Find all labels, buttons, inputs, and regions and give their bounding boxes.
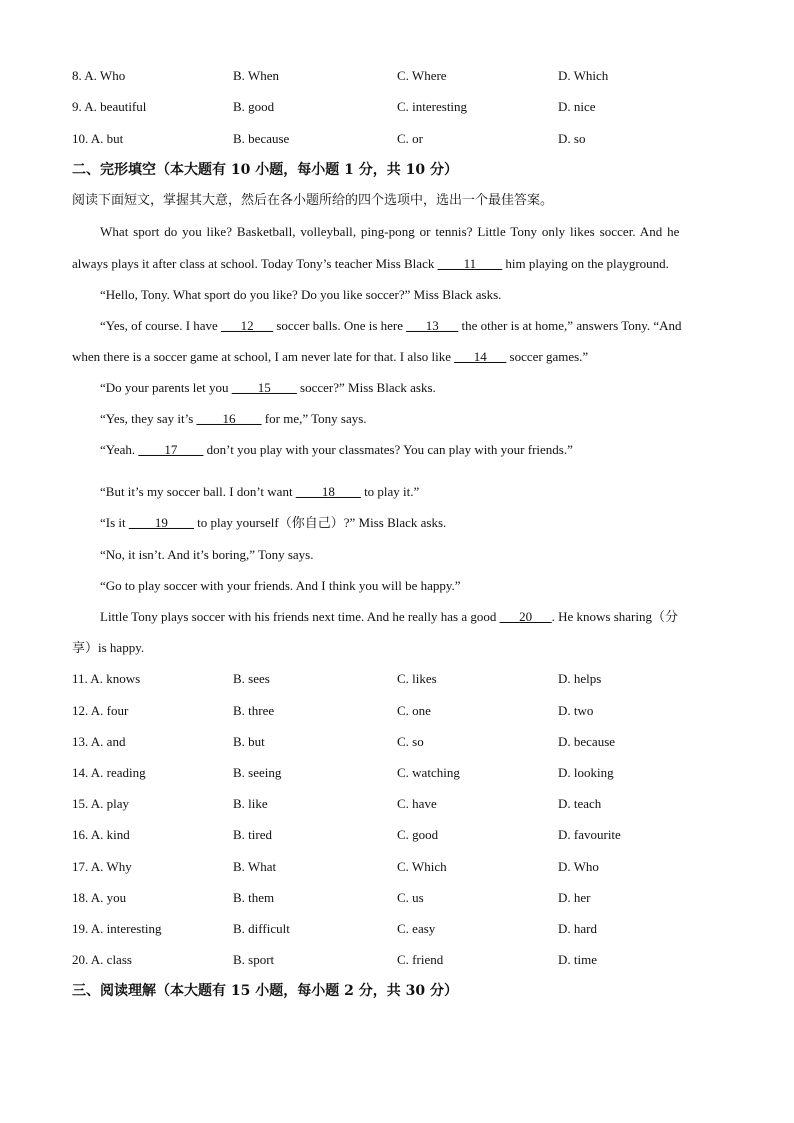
- option-c: C. one: [397, 703, 431, 718]
- option-d: D. Who: [558, 859, 599, 874]
- option-b: B. but: [233, 734, 265, 749]
- passage-text: always plays it after class at school. Today Tony’s teacher Miss Black: [72, 256, 438, 271]
- option-c: C. us: [397, 890, 424, 905]
- question-13: [72, 734, 722, 750]
- option-b: B. difficult: [233, 921, 290, 936]
- option-a: 19. A. interesting: [72, 921, 162, 936]
- passage-text: Little Tony plays soccer with his friends next time. And he really has a good: [100, 609, 500, 624]
- option-d: D. helps: [558, 671, 602, 686]
- option-a: 17. A. Why: [72, 859, 132, 874]
- option-b: B. like: [233, 796, 268, 811]
- passage-line: [72, 442, 722, 458]
- option-c: C. good: [397, 827, 439, 842]
- option-a: 11. A. knows: [72, 671, 141, 686]
- passage-line: [72, 411, 722, 427]
- option-d: D. her: [558, 890, 591, 905]
- passage-text: “But it’s my soccer ball. I don’t want: [100, 484, 296, 499]
- question-14: [72, 765, 722, 781]
- option-a: 9. A. beautiful: [72, 99, 147, 114]
- blank-20: ___20___: [499, 609, 552, 624]
- option-b: B. sport: [233, 952, 275, 967]
- passage-text: the other is at home,” answers Tony. “And: [458, 318, 682, 333]
- passage-line: [72, 515, 722, 531]
- passage-text: 享）is happy.: [72, 640, 145, 655]
- blank-13: ___13___: [406, 318, 459, 333]
- option-b: B. them: [233, 890, 275, 905]
- passage-text: . He knows sharing（分: [551, 609, 678, 624]
- passage-text: “Yes, they say it’s: [100, 411, 197, 426]
- blank-17: ____17____: [138, 442, 204, 457]
- passage-text: “Do your parents let you: [100, 380, 232, 395]
- passage-text: when there is a soccer game at school, I am never late for that. I also like: [72, 349, 455, 364]
- option-a: 10. A. but: [72, 131, 124, 146]
- option-a: 8. A. Who: [72, 68, 126, 83]
- option-d: D. two: [558, 703, 594, 718]
- passage-text: soccer?” Miss Black asks.: [296, 380, 436, 395]
- passage-line: [72, 224, 722, 240]
- passage-text: him playing on the playground.: [502, 256, 669, 271]
- option-d: D. looking: [558, 765, 614, 780]
- option-b: B. tired: [233, 827, 272, 842]
- passage-line: [72, 484, 722, 500]
- blank-16: ____16____: [196, 411, 262, 426]
- option-b: B. good: [233, 99, 275, 114]
- passage-text: “Hello, Tony. What sport do you like? Do you like soccer?” Miss Black asks.: [100, 287, 502, 302]
- option-a: 13. A. and: [72, 734, 126, 749]
- option-d: D. hard: [558, 921, 597, 936]
- option-d: D. because: [558, 734, 616, 749]
- option-d: D. favourite: [558, 827, 621, 842]
- option-b: B. sees: [233, 671, 270, 686]
- blank-15: ____15____: [231, 380, 297, 395]
- question-9: [72, 99, 722, 115]
- option-c: C. have: [397, 796, 437, 811]
- option-b: B. seeing: [233, 765, 282, 780]
- passage-line: [72, 256, 722, 272]
- passage-text: “Yes, of course. I have: [100, 318, 222, 333]
- passage-line: [72, 640, 722, 656]
- option-a: 12. A. four: [72, 703, 129, 718]
- passage-line: [72, 318, 722, 334]
- option-a: 20. A. class: [72, 952, 132, 967]
- option-b: B. because: [233, 131, 290, 146]
- question-12: [72, 703, 722, 719]
- option-b: B. When: [233, 68, 279, 83]
- option-d: D. Which: [558, 68, 609, 83]
- passage-line: [72, 349, 722, 365]
- passage-text: soccer games.”: [506, 349, 589, 364]
- question-8: [72, 68, 722, 84]
- passage-line: [72, 287, 722, 303]
- option-c: C. so: [397, 734, 424, 749]
- question-16: [72, 827, 722, 843]
- section-2-heading: 二、完形填空（本大题有 10 小题，每小题 1 分，共 10 分）: [72, 162, 458, 178]
- option-b: B. three: [233, 703, 275, 718]
- passage-text: for me,” Tony says.: [261, 411, 367, 426]
- option-a: 14. A. reading: [72, 765, 146, 780]
- option-c: C. watching: [397, 765, 460, 780]
- option-a: 18. A. you: [72, 890, 127, 905]
- option-c: C. Which: [397, 859, 447, 874]
- blank-14: ___14___: [454, 349, 507, 364]
- passage-text: don’t you play with your classmates? You can play with your friends.”: [203, 442, 573, 457]
- blank-11: ____11____: [437, 256, 503, 271]
- option-c: C. or: [397, 131, 423, 146]
- question-18: [72, 890, 722, 906]
- passage-text: “No, it isn’t. And it’s boring,” Tony says.: [100, 547, 314, 562]
- passage-text: “Go to play soccer with your friends. And I think you will be happy.”: [100, 578, 461, 593]
- passage-line: [72, 609, 722, 625]
- question-10: [72, 131, 722, 147]
- passage-line: [72, 578, 722, 594]
- passage-text: to play it.”: [360, 484, 420, 499]
- option-c: C. friend: [397, 952, 444, 967]
- passage-line: [72, 547, 722, 563]
- passage-line: [72, 380, 722, 396]
- passage-text: soccer balls. One is here: [273, 318, 407, 333]
- option-d: D. teach: [558, 796, 602, 811]
- question-19: [72, 921, 722, 937]
- question-17: [72, 859, 722, 875]
- passage-text: to play yourself（你自己）?” Miss Black asks.: [193, 515, 447, 530]
- option-a: 16. A. kind: [72, 827, 130, 842]
- blank-12: ___12___: [221, 318, 274, 333]
- blank-19: ____19____: [128, 515, 194, 530]
- question-15: [72, 796, 722, 812]
- option-a: 15. A. play: [72, 796, 130, 811]
- option-c: C. likes: [397, 671, 437, 686]
- option-d: D. so: [558, 131, 586, 146]
- blank-18: ____18____: [295, 484, 361, 499]
- option-b: B. What: [233, 859, 277, 874]
- passage-text: “Yeah.: [100, 442, 139, 457]
- option-c: C. interesting: [397, 99, 468, 114]
- option-d: D. time: [558, 952, 597, 967]
- option-c: C. Where: [397, 68, 447, 83]
- section-2-instruction: 阅读下面短文，掌握其大意，然后在各小题所给的四个选项中，选出一个最佳答案。: [72, 193, 554, 208]
- question-11: [72, 671, 722, 687]
- option-c: C. easy: [397, 921, 436, 936]
- question-20: [72, 952, 722, 968]
- passage-text: What sport do you like? Basketball, volleyball, ping-pong or tennis? Little Tony only likes soccer. And he: [100, 224, 680, 239]
- section-3-heading: 三、阅读理解（本大题有 15 小题，每小题 2 分，共 30 分）: [72, 983, 458, 999]
- option-d: D. nice: [558, 99, 596, 114]
- passage-text: “Is it: [100, 515, 129, 530]
